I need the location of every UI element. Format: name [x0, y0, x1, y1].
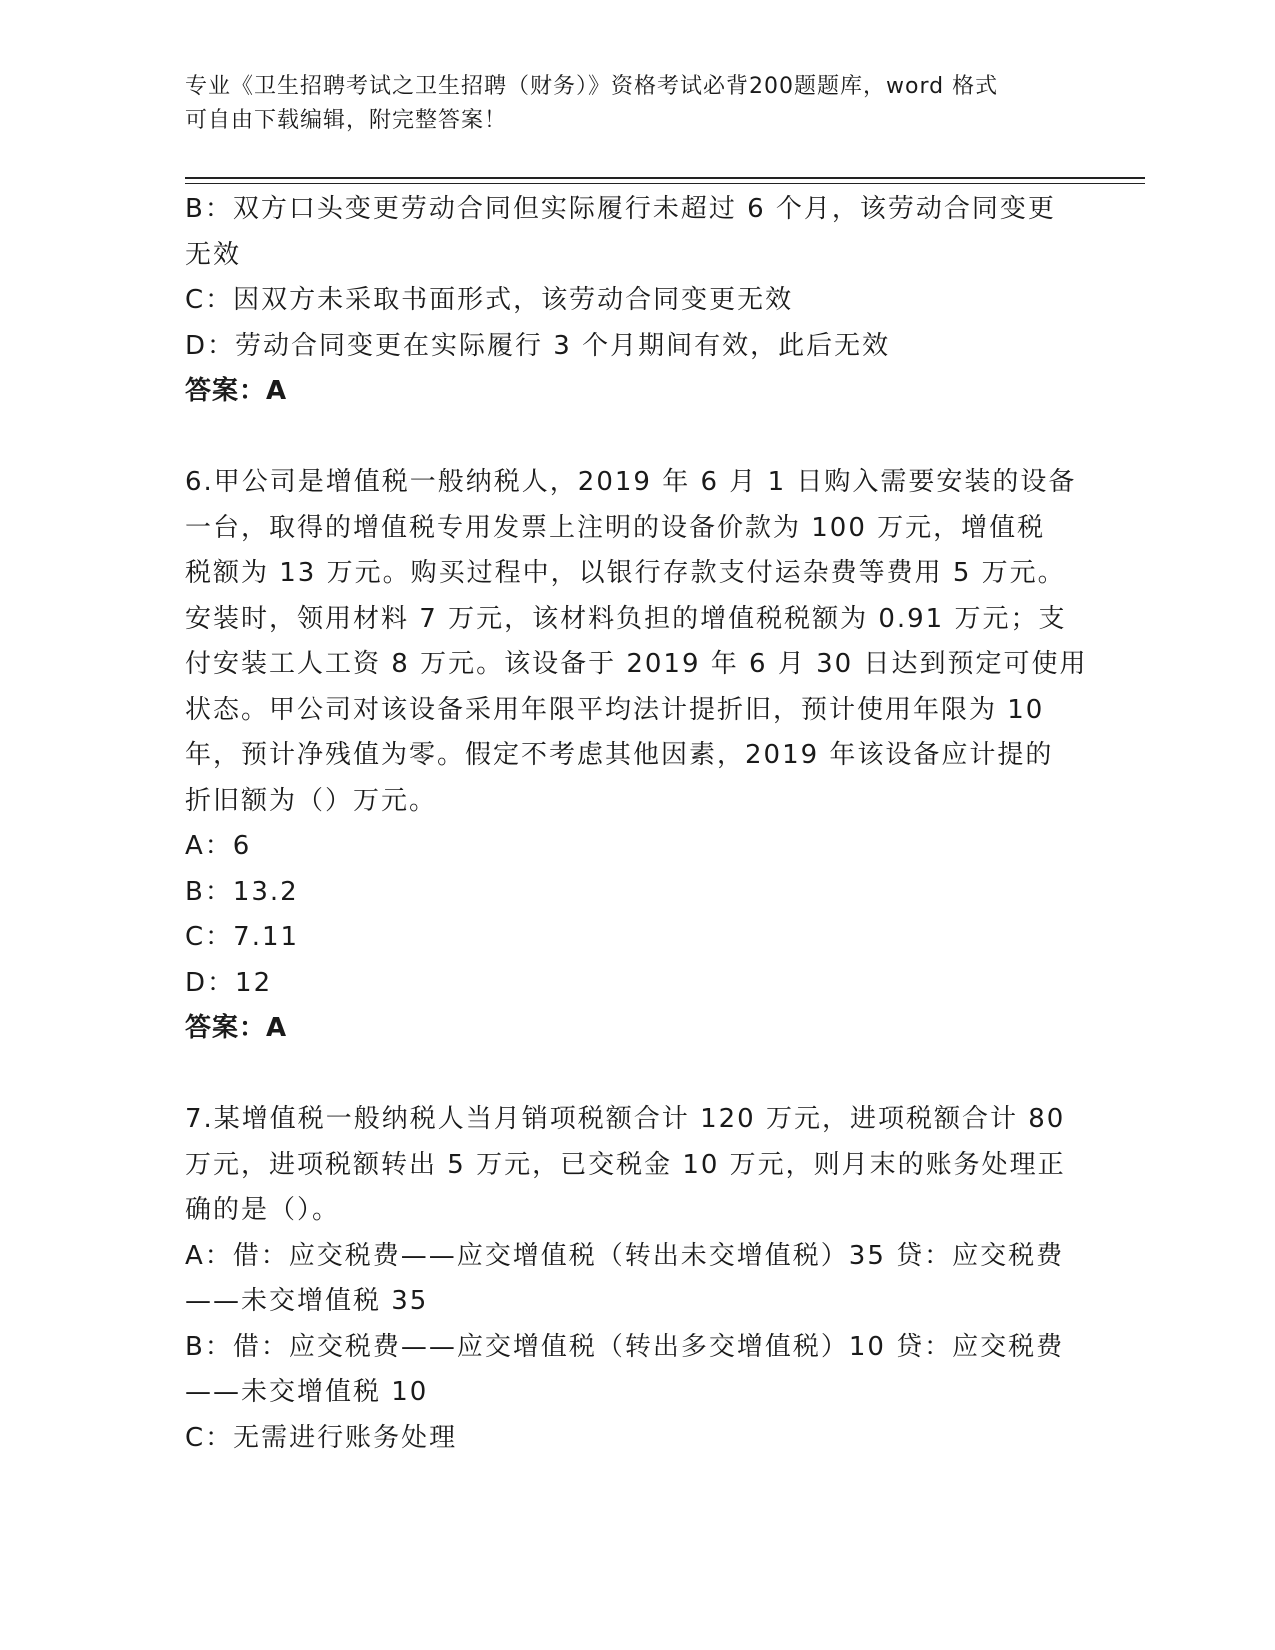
q5-option-b-line-2: 无效	[185, 239, 242, 270]
q6-answer: 答案：A	[185, 1013, 288, 1043]
q6-option-c: C：7.11	[185, 922, 300, 952]
q5-option-c: C：因双方未采取书面形式，该劳动合同变更无效	[185, 285, 794, 315]
q6-stem-line: 安装时，领用材料 7 万元，该材料负担的增值税税额为 0.91 万元；支	[185, 603, 1067, 634]
q6-stem-line: 税额为 13 万元。购买过程中，以银行存款支付运杂费等费用 5 万元。	[185, 558, 1066, 588]
q7-option-b-line-2: ——未交增值税 10	[185, 1377, 429, 1407]
question-5	[185, 187, 1065, 415]
header-divider-thick	[185, 177, 1145, 179]
q7-stem-line: 万元，进项税额转出 5 万元，已交税金 10 万元，则月末的账务处理正	[185, 1149, 1066, 1180]
document-body	[185, 187, 1088, 1461]
q5-option-d: D：劳动合同变更在实际履行 3 个月期间有效，此后无效	[185, 330, 891, 361]
q6-stem-line: 折旧额为（）万元。	[185, 785, 438, 816]
header-title-line-1: 专业《卫生招聘考试之卫生招聘（财务）》资格考试必背200题题库，word 格式	[185, 74, 999, 99]
q6-stem-line: 年，预计净残值为零。假定不考虑其他因素，2019 年该设备应计提的	[185, 740, 1054, 770]
q7-option-c: C：无需进行账务处理	[185, 1422, 458, 1453]
q6-option-d: D：12	[185, 967, 273, 998]
spacer	[185, 415, 1065, 461]
q6-stem-line: 一台，取得的增值税专用发票上注明的设备价款为 100 万元，增值税	[185, 512, 1046, 543]
q6-stem-line: 6.甲公司是增值税一般纳税人，2019 年 6 月 1 日购入需要安装的设备	[185, 467, 1077, 497]
q7-option-a-line-2: ——未交增值税 35	[185, 1286, 429, 1316]
header-title-line-2: 可自由下载编辑，附完整答案！	[185, 108, 508, 133]
q7-option-a-line-1: A：借：应交税费——应交增值税（转出未交增值税）35 贷：应交税费	[185, 1240, 1065, 1271]
spacer	[185, 1052, 1065, 1098]
q5-answer: 答案：A	[185, 376, 288, 406]
header-divider-thin	[185, 183, 1145, 184]
q7-option-b-line-1: B：借：应交税费——应交增值税（转出多交增值税）10 贷：应交税费	[185, 1331, 1065, 1362]
question-6	[185, 460, 1088, 1052]
q6-option-b: B：13.2	[185, 876, 299, 907]
q7-stem-line: 7.某增值税一般纳税人当月销项税额合计 120 万元，进项税额合计 80	[185, 1104, 1066, 1134]
q6-stem-line: 付安装工人工资 8 万元。该设备于 2019 年 6 月 30 日达到预定可使用	[185, 649, 1088, 679]
question-7	[185, 1097, 1065, 1461]
q6-option-a: A：6	[185, 831, 252, 861]
q6-stem-line: 状态。甲公司对该设备采用年限平均法计提折旧，预计使用年限为 10	[185, 694, 1045, 725]
document-header	[185, 70, 1065, 138]
q7-stem-line: 确的是（）。	[185, 1195, 341, 1225]
q5-option-b-line-1: B：双方口头变更劳动合同但实际履行未超过 6 个月，该劳动合同变更	[185, 194, 1056, 224]
